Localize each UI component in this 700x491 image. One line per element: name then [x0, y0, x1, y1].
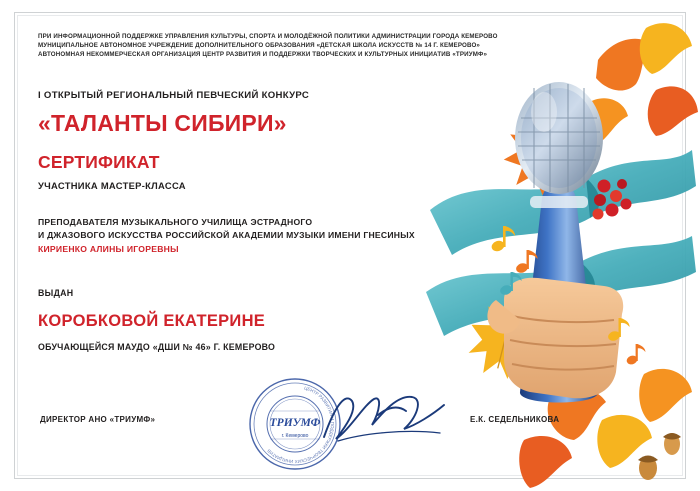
organizer-header [38, 32, 568, 60]
recipient-name: КОРОБКОВОЙ ЕКАТЕРИНЕ [38, 312, 266, 330]
signatory-name: Е.К. СЕДЕЛЬНИКОВА [470, 415, 560, 424]
organizer-line-3: АВТОНОМНАЯ НЕКОММЕРЧЕСКАЯ ОРГАНИЗАЦИЯ ЦЕНТР РАЗВИТИЯ И ПОДДЕРЖКИ ТВОРЧЕСКИХ И КУЛЬТУРНЫХ ИНИЦИАТИВ «ТРИУМФ» [38, 51, 488, 59]
stamp-center-text: ТРИУМФ [269, 417, 321, 429]
issued-label: ВЫДАН [38, 288, 74, 298]
stamp-ring-text: ЦЕНТР РАЗВИТИЯ И ПОДДЕРЖКИ ТВОРЧЕСКИХ ИНИЦИАТИВ [266, 385, 335, 465]
certificate-subheading: УЧАСТНИКА МАСТЕР-КЛАССА [38, 180, 186, 191]
handwritten-signature [320, 385, 450, 455]
organizer-line-1: ПРИ ИНФОРМАЦИОННОЙ ПОДДЕРЖКЕ УПРАВЛЕНИЯ КУЛЬТУРЫ, СПОРТА И МОЛОДЁЖНОЙ ПОЛИТИКИ АДМИНИСТРАЦИИ ГОРОДА КЕМЕРОВО [38, 33, 498, 40]
teacher-name: КИРИЕНКО АЛИНЫ ИГОРЕВНЫ [38, 244, 179, 254]
contest-subtitle: I ОТКРЫТЫЙ РЕГИОНАЛЬНЫЙ ПЕВЧЕСКИЙ КОНКУРС [38, 90, 310, 101]
signatory-role: ДИРЕКТОР АНО «ТРИУМФ» [40, 415, 156, 424]
stamp-sub-text: г. Кемерово [281, 433, 309, 439]
certificate-heading: СЕРТИФИКАТ [38, 152, 160, 172]
masterclass-teacher-block [38, 216, 518, 256]
teacher-line-2: И ДЖАЗОВОГО ИСКУССТВА РОССИЙСКОЙ АКАДЕМИИ МУЗЫКИ ИМЕНИ ГНЕСИНЫХ [38, 230, 415, 240]
recipient-details: ОБУЧАЮЩЕЙСЯ МАУДО «ДШИ № 46» Г. КЕМЕРОВО [38, 342, 276, 352]
contest-title: «ТАЛАНТЫ СИБИРИ» [38, 110, 287, 136]
organizer-line-2: МУНИЦИПАЛЬНОЕ АВТОНОМНОЕ УЧРЕЖДЕНИЕ ДОПОЛНИТЕЛЬНОГО ОБРАЗОВАНИЯ «ДЕТСКАЯ ШКОЛА ИСКУССТВ № 14 Г. КЕМЕРОВО» [38, 42, 480, 50]
teacher-line-1: ПРЕПОДАВАТЕЛЯ МУЗЫКАЛЬНОГО УЧИЛИЩА ЭСТРАДНОГО [38, 217, 313, 227]
